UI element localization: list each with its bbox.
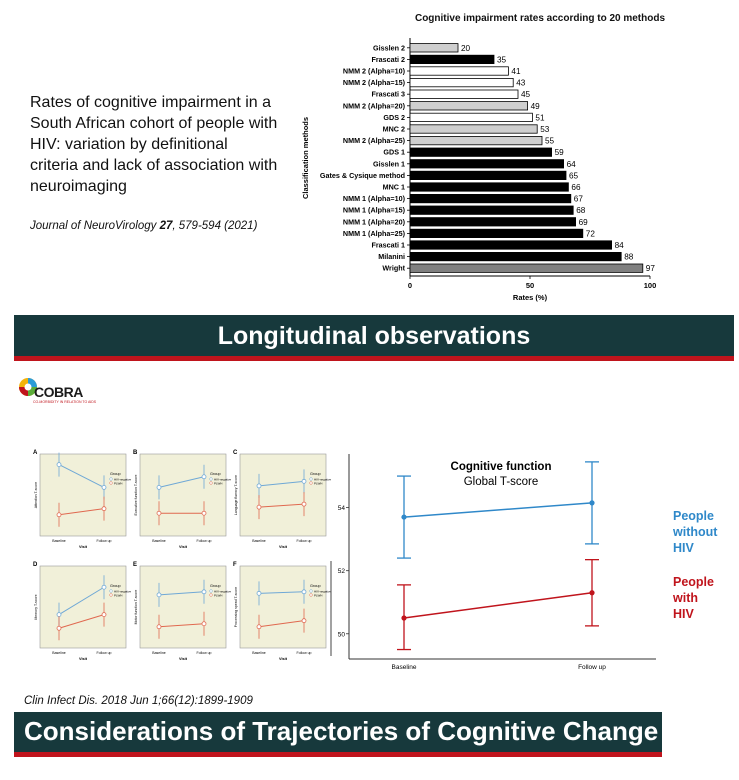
panel-point (302, 619, 306, 623)
data-label: 69 (578, 217, 588, 227)
legend-people-with-hiv (673, 574, 714, 622)
category-label: NMM 1 (Alpha=15) (342, 205, 405, 215)
panel-legend-label: HIV-negative (214, 589, 232, 594)
data-label: 66 (571, 183, 581, 192)
panel-legend-label: PLWH (314, 481, 323, 486)
panel-point (57, 626, 61, 630)
panel-x-tick-label: Follow up (296, 651, 312, 655)
panel-x-tick-label: Baseline (252, 539, 266, 543)
bar (410, 102, 528, 110)
panel-frame (240, 566, 326, 648)
panel-letter: A (33, 450, 38, 456)
panel-point (202, 475, 206, 479)
panel-point (102, 613, 106, 617)
panel-legend-marker-hiv (110, 594, 113, 597)
panel-legend-label: PLWH (214, 481, 223, 486)
panel-frame (140, 454, 226, 536)
panel-x-tick-label: Follow up (196, 539, 212, 543)
section-banner-longitudinal (14, 315, 734, 361)
panel-point (157, 625, 161, 629)
category-label: Frascati 3 (371, 89, 405, 99)
series-line (404, 593, 592, 618)
cobra-tagline: CO-MORBIDITY IN RELATION TO AIDS (33, 400, 97, 404)
panel-x-axis-label: Visit (79, 545, 87, 549)
data-label: 97 (645, 264, 655, 274)
panel-legend-marker-nohiv (310, 478, 313, 481)
x-tick-label: 100 (643, 281, 657, 290)
panel-legend-marker-hiv (210, 482, 213, 485)
data-point (589, 590, 594, 595)
panel-legend-marker-hiv (310, 594, 313, 597)
data-label: 55 (545, 136, 555, 146)
panel-point (102, 585, 106, 589)
panel-letter: B (133, 450, 138, 456)
paper-journal (30, 220, 257, 232)
x-tick-label: 0 (407, 281, 413, 290)
journal-volume: 27 (159, 220, 173, 232)
banner-title: Considerations of Trajectories of Cognitive Change (24, 716, 659, 746)
banner-title: Longitudinal observations (217, 322, 531, 350)
panel-point (302, 502, 306, 506)
series-line (404, 503, 592, 517)
panel-point (157, 485, 161, 489)
panel-legend-title: Group (110, 584, 121, 588)
panel-legend-label: PLWH (214, 593, 223, 598)
panel-point (157, 511, 161, 515)
panel-y-axis-label: Motor function T-score (134, 589, 138, 625)
panel-legend-marker-nohiv (210, 590, 213, 593)
bar (410, 183, 568, 191)
data-label: 72 (585, 229, 595, 239)
panel-point (102, 507, 106, 511)
panel-letter: E (133, 562, 138, 568)
bar (410, 148, 552, 156)
category-label: GDS 1 (383, 147, 405, 157)
category-label: GDS 2 (383, 112, 405, 122)
legend-line: with (673, 591, 698, 605)
panel-legend-title: Group (210, 584, 221, 588)
panel-point (202, 590, 206, 594)
bar (410, 78, 513, 86)
bar (410, 171, 566, 179)
panel-legend-title: Group (310, 584, 321, 588)
chart-title: Cognitive function (450, 461, 552, 473)
data-label: 65 (569, 171, 579, 181)
data-label: 67 (573, 194, 583, 204)
panel-frame (140, 566, 226, 648)
panel-legend-label: HIV-negative (314, 589, 332, 594)
panel-legend-label: PLWH (114, 481, 123, 486)
panel-x-axis-label: Visit (79, 657, 87, 661)
banner-accent-bar (14, 356, 734, 361)
category-label: Milanini (378, 252, 405, 262)
panel-point (202, 622, 206, 626)
bar (410, 113, 532, 121)
panel-legend-title: Group (310, 472, 321, 476)
bar (410, 229, 583, 237)
section-banner-trajectories (14, 712, 662, 757)
data-label: 49 (530, 101, 540, 111)
bar (410, 136, 542, 144)
panel-point (57, 463, 61, 467)
panel-point (257, 591, 261, 595)
bar (410, 67, 508, 75)
x-tick-label: 50 (525, 281, 535, 290)
panel-frame (40, 454, 126, 536)
category-label: NMM 2 (Alpha=10) (342, 66, 405, 76)
data-label: 64 (566, 159, 576, 169)
panel-y-axis-label: Executive function T-score (134, 474, 138, 516)
bar (410, 264, 643, 272)
panel-x-axis-label: Visit (179, 657, 187, 661)
panel-point (157, 593, 161, 597)
category-label: MNC 1 (382, 182, 405, 192)
y-tick-label: 54 (337, 505, 345, 513)
panel-legend-title: Group (110, 472, 121, 476)
category-label: NMM 2 (Alpha=25) (342, 136, 405, 146)
journal-pages: , 579-594 (2021) (172, 220, 258, 232)
chart-subtitle: Global T-score (463, 476, 539, 488)
category-label: Wright (382, 263, 405, 273)
panel-legend-label: HIV-negative (114, 589, 132, 594)
category-label: Gisslen 2 (373, 43, 405, 53)
panel-point (57, 513, 61, 517)
panel-x-tick-label: Follow up (196, 651, 212, 655)
panel-legend-marker-nohiv (110, 590, 113, 593)
y-axis-label: Classification methods (301, 116, 310, 200)
y-tick-label: 50 (337, 631, 345, 639)
legend-line: without (673, 525, 718, 539)
legend-line: HIV (673, 607, 694, 621)
category-label: Frascati 2 (371, 54, 405, 64)
data-label: 41 (511, 67, 521, 76)
category-label: Gisslen 1 (373, 159, 405, 169)
y-tick-label: 52 (337, 568, 345, 576)
bar (410, 160, 564, 168)
x-tick-label: Baseline (391, 664, 417, 671)
panel-point (102, 485, 106, 489)
panel-point (202, 511, 206, 515)
data-label: 68 (576, 206, 586, 216)
panel-legend-marker-nohiv (310, 590, 313, 593)
domain-panels-figure (32, 446, 332, 671)
bar-chart-title: Cognitive impairment rates according to 20 methods (414, 13, 666, 24)
journal-name: Journal of NeuroVirology (30, 220, 157, 232)
panel-point (257, 505, 261, 509)
category-label: NMM 1 (Alpha=20) (342, 217, 405, 227)
panel-legend-marker-hiv (110, 482, 113, 485)
legend-people-without-hiv (673, 508, 717, 556)
banner-accent-bar (14, 752, 662, 757)
panel-legend-title: Group (210, 472, 221, 476)
x-tick-label: Follow up (578, 664, 606, 671)
bar (410, 252, 621, 260)
bar (410, 218, 576, 226)
data-label: 88 (624, 252, 634, 262)
category-label: NMM 2 (Alpha=15) (342, 78, 405, 88)
legend-line: People (673, 575, 714, 589)
legend-line: People (673, 509, 714, 523)
panel-x-axis-label: Visit (279, 657, 287, 661)
panel-legend-marker-nohiv (110, 478, 113, 481)
bar (410, 241, 612, 249)
category-label: NMM 1 (Alpha=10) (342, 194, 405, 204)
panel-letter: D (33, 562, 38, 568)
panel-legend-marker-hiv (310, 482, 313, 485)
citation-clin-infect-dis: Clin Infect Dis. 2018 Jun 1;66(12):1899-1909 (24, 695, 253, 707)
panel-legend-label: PLWH (114, 593, 123, 598)
bar (410, 90, 518, 98)
panel-x-tick-label: Baseline (252, 651, 266, 655)
bar (410, 55, 494, 63)
panel-point (257, 625, 261, 629)
panel-letter: C (233, 450, 238, 456)
data-label: 59 (554, 148, 564, 158)
bar (410, 44, 458, 52)
category-label: Gates & Cysique method (319, 170, 405, 180)
panel-x-tick-label: Follow up (96, 651, 112, 655)
panel-legend-label: HIV-negative (314, 477, 332, 482)
panel-x-tick-label: Baseline (52, 539, 66, 543)
panel-frame (40, 566, 126, 648)
panel-x-tick-label: Baseline (152, 539, 166, 543)
panel-y-axis-label: Processing speed T-score (234, 586, 238, 628)
panel-frame (240, 454, 326, 536)
panel-x-tick-label: Baseline (152, 651, 166, 655)
bar (410, 125, 537, 133)
category-label: Frascati 1 (371, 240, 405, 250)
data-label: 20 (461, 43, 471, 53)
panel-y-axis-label: Memory T-score (34, 594, 38, 620)
panel-letter: F (233, 562, 237, 568)
panel-point (257, 484, 261, 488)
panel-x-tick-label: Follow up (96, 539, 112, 543)
impairment-bar-chart (295, 30, 665, 312)
cobra-logo-text: COBRA (34, 384, 83, 400)
bar (410, 194, 571, 202)
data-label: 45 (521, 90, 531, 100)
category-label: MNC 2 (382, 124, 405, 134)
data-point (401, 615, 406, 620)
panel-legend-label: HIV-negative (214, 477, 232, 482)
data-point (401, 514, 406, 519)
paper-title: Rates of cognitive impairment in a South African cohort of people with HIV: variation by definitional criteria and lack of association with neuroimaging (30, 94, 278, 195)
panel-x-axis-label: Visit (179, 545, 187, 549)
panel-legend-marker-hiv (210, 594, 213, 597)
panel-legend-marker-nohiv (210, 478, 213, 481)
data-label: 43 (516, 78, 526, 88)
category-label: NMM 1 (Alpha=25) (342, 228, 405, 238)
panel-point (302, 590, 306, 594)
panel-legend-label: HIV-negative (114, 477, 132, 482)
legend-line: HIV (673, 541, 694, 555)
panel-x-tick-label: Follow up (296, 539, 312, 543)
panel-point (302, 479, 306, 483)
panel-point (57, 613, 61, 617)
panel-y-axis-label: Attention T-score (34, 481, 38, 509)
panel-x-tick-label: Baseline (52, 651, 66, 655)
panel-y-axis-label: Language fluency T-score (234, 474, 238, 516)
bar (410, 206, 573, 214)
data-label: 84 (614, 241, 624, 250)
data-label: 53 (540, 125, 550, 134)
data-point (589, 500, 594, 505)
data-label: 35 (497, 55, 507, 65)
global-tscore-chart (337, 452, 663, 677)
data-label: 51 (535, 113, 545, 123)
panel-x-axis-label: Visit (279, 545, 287, 549)
category-label: NMM 2 (Alpha=20) (342, 101, 405, 111)
x-axis-label: Rates (%) (512, 293, 548, 302)
panel-legend-label: PLWH (314, 593, 323, 598)
